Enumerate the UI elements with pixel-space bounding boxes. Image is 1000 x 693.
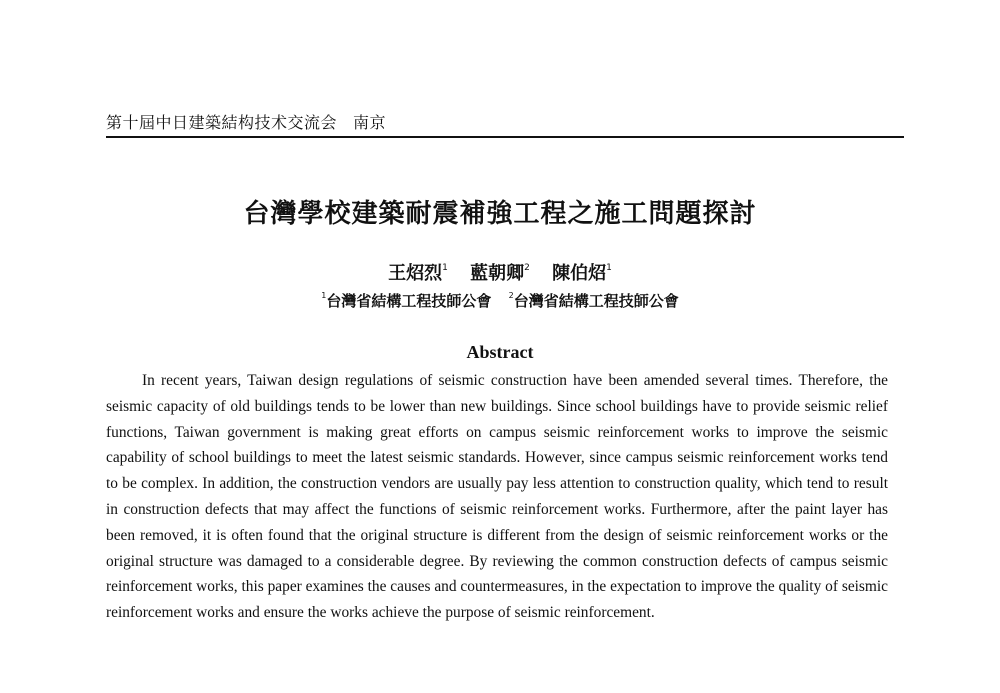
- affiliation-name: 台灣省結構工程技師公會: [513, 292, 679, 310]
- author-name: 藍朝卿: [470, 263, 525, 284]
- affiliation-mark: 1: [321, 291, 327, 300]
- abstract-heading: Abstract: [466, 342, 534, 362]
- author-name: 陳伯炤: [552, 263, 607, 284]
- author: [470, 263, 530, 284]
- affiliation-mark: 2: [508, 291, 514, 300]
- conference-city: 南京: [353, 113, 387, 132]
- author: [552, 263, 612, 284]
- author-affiliation-mark: 1: [442, 263, 448, 273]
- paper-title: 台灣學校建築耐震補強工程之施工問題探討: [243, 199, 757, 229]
- author: [388, 263, 448, 284]
- author-list: [0, 259, 1000, 285]
- abstract-body: In recent years, Taiwan design regulations of seismic construction have been amended several times. Therefore, the seismic capacity of old buildings tends to be lower than new buildings. Since school buildings have to provide seismic relief functions, Taiwan government is making great efforts on campus seismic reinforcement works to improve the seismic capability of school buildings to meet the latest seismic standards. However, since campus seismic reinforcement works tend to be complex. In addition, the construction vendors are usually pay less attention to construction quality, which tend to result in construction defects that may affect the functions of seismic reinforcement works. Furthermore, after the paint layer has been removed, it is often found that the original structure is different from the design of seismic reinforcement works or the original structure was damaged to a considerable degree. By reviewing the common construction defects of campus seismic reinforcement works, this paper examines the causes and countermeasures, in the expectation to improve the quality of seismic reinforcement works and ensure the works achieve the purpose of seismic reinforcement.: [106, 372, 888, 622]
- author-affiliation-mark: 2: [524, 263, 530, 273]
- author-name: 王炤烈: [388, 263, 443, 284]
- author-affiliation-mark: 1: [606, 263, 612, 273]
- affiliation: [509, 292, 679, 310]
- conference-name: 第十屆中日建築結构技术交流会: [106, 113, 338, 132]
- running-header: [106, 110, 904, 138]
- affiliation-list: [0, 290, 1000, 311]
- affiliation-name: 台灣省結構工程技師公會: [326, 292, 492, 310]
- affiliation: [321, 292, 491, 310]
